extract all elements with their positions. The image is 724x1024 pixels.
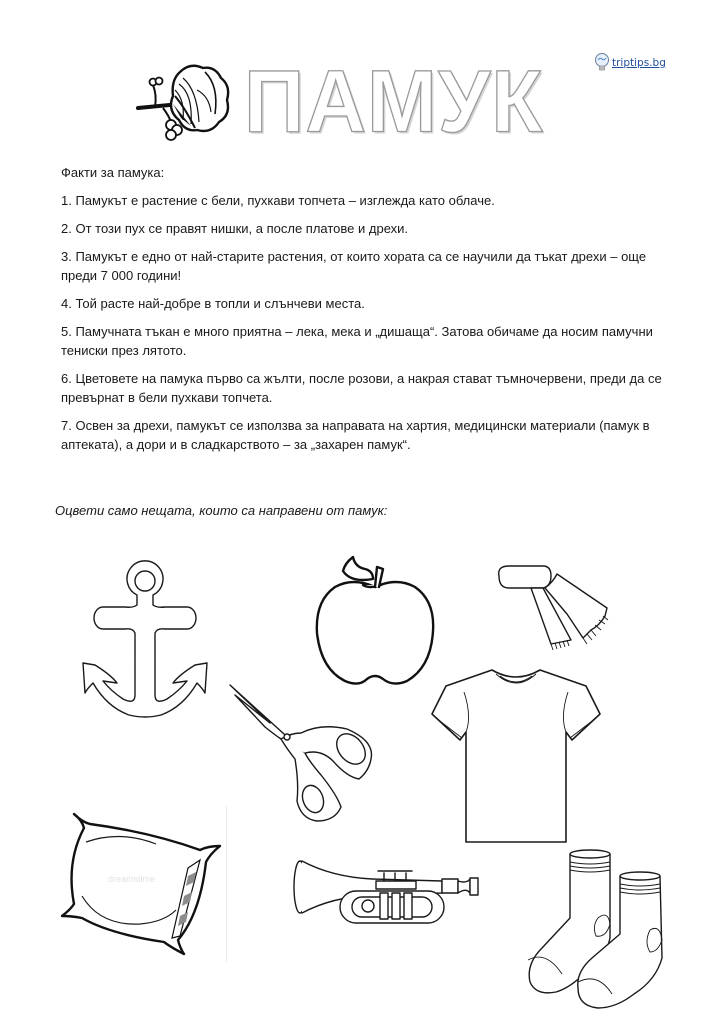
fact-item: 3. Памукът е едно от най-старите растения, от които хората са се научили да тъкат дрехи – още преди 7 000 години! bbox=[61, 249, 647, 283]
fact-item: 4. Той расте най-добре в топли и слънчеви места. bbox=[61, 296, 365, 311]
apple-picture[interactable] bbox=[313, 557, 439, 687]
divider-line bbox=[226, 806, 227, 962]
scissors-picture[interactable] bbox=[225, 683, 385, 833]
page-title: ПАМУК bbox=[244, 51, 544, 151]
fact-item: 6. Цветовете на памука първо са жълти, после розови, а накрая стават тъмночервени, преди да се превърнат в бели пухкави топчета. bbox=[61, 371, 662, 405]
facts-section bbox=[61, 163, 681, 463]
fact-item: 5. Памучната тъкан е много приятна – лека, мека и „дишаща“. Затова обичаме да носим памучни тениски през лятото. bbox=[61, 324, 653, 358]
socks-picture[interactable] bbox=[526, 848, 666, 1018]
cotton-boll-icon bbox=[135, 60, 235, 145]
fact-item: 7. Освен за дрехи, памукът се използва за направата на хартия, медицински материали (памук в аптеката), а дори и в сладкарството – за „захарен памук“. bbox=[61, 418, 650, 452]
anchor-picture[interactable] bbox=[75, 565, 215, 725]
scarf-picture[interactable] bbox=[495, 562, 615, 654]
logo-link[interactable]: triptips.bg bbox=[612, 57, 666, 69]
triptips-logo[interactable] bbox=[594, 52, 666, 74]
watermark: dreamstime bbox=[108, 874, 156, 884]
lightbulb-icon bbox=[594, 52, 610, 74]
fact-item: 2. От този пух се правят нишки, а после платове и дрехи. bbox=[61, 221, 409, 236]
pillow-picture[interactable] bbox=[60, 806, 230, 956]
trumpet-picture[interactable] bbox=[292, 853, 482, 928]
fact-item: 1. Памукът е растение с бели, пухкави топчета – изглежда като облаче. bbox=[61, 193, 495, 208]
facts-heading: Факти за памука: bbox=[61, 165, 165, 180]
tshirt-picture[interactable] bbox=[434, 666, 599, 846]
coloring-instruction: Оцвети само нещата, които са направени от памук: bbox=[55, 503, 388, 518]
